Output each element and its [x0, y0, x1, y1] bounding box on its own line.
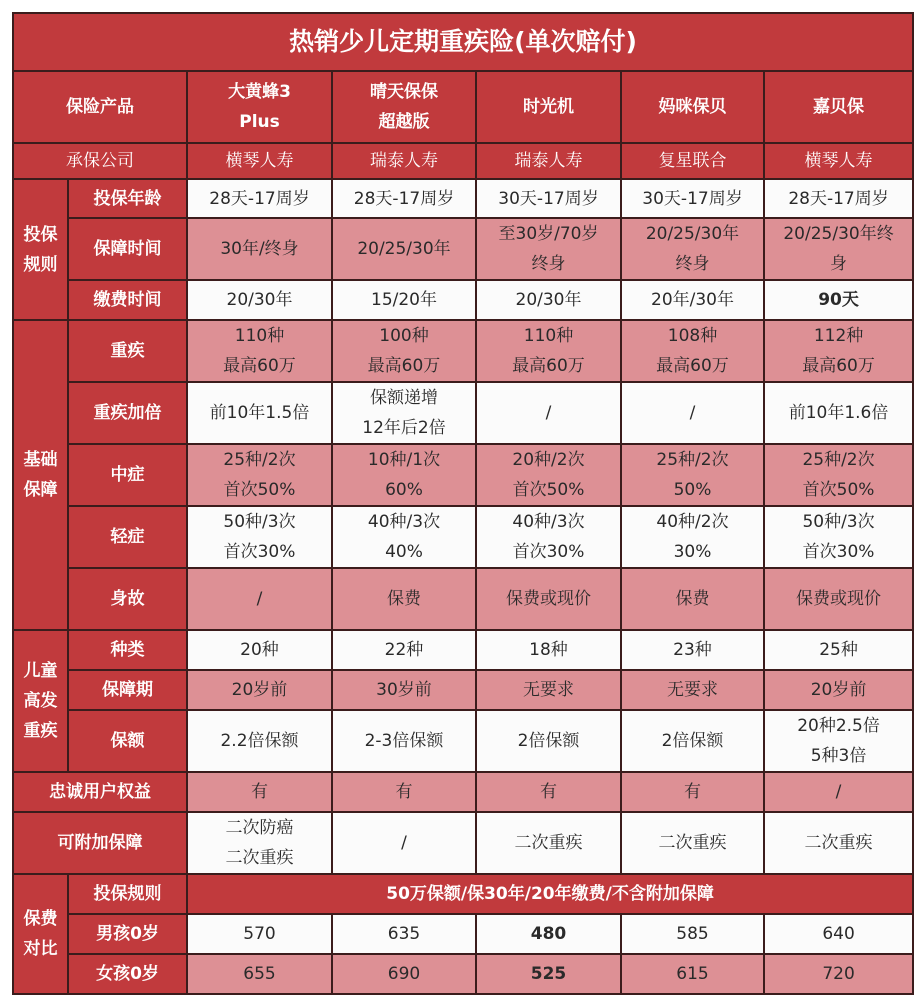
cell-value: 90天	[764, 280, 913, 320]
cell-value: 20/30年	[476, 280, 621, 320]
cell-value: 保额递增 12年后2倍	[332, 382, 476, 444]
row-label: 重疾加倍	[68, 382, 187, 444]
cell-value: 保费或现价	[476, 568, 621, 630]
product-name: 晴天保保 超越版	[332, 71, 476, 143]
cell-value: 30天-17周岁	[621, 179, 764, 218]
cell-value: 10种/1次 60%	[332, 444, 476, 506]
company-label: 承保公司	[13, 143, 187, 179]
cell-value: 18种	[476, 630, 621, 670]
cell-value: 20岁前	[187, 670, 332, 710]
premium-value: 635	[332, 914, 476, 954]
cell-value: 25种/2次 首次50%	[764, 444, 913, 506]
product-name: 妈咪保贝	[621, 71, 764, 143]
row-label: 男孩0岁	[68, 914, 187, 954]
cell-value: 二次重疾	[764, 812, 913, 874]
company-row	[13, 143, 913, 179]
header-label: 保险产品	[13, 71, 187, 143]
premium-value: 570	[187, 914, 332, 954]
cell-value: 有	[621, 772, 764, 812]
group-label-basic: 基础 保障	[13, 320, 68, 630]
cell-value: /	[476, 382, 621, 444]
row-label: 轻症	[68, 506, 187, 568]
company-name: 复星联合	[621, 143, 764, 179]
cell-value: 有	[332, 772, 476, 812]
row-mild	[13, 506, 913, 568]
cell-value: 20年/30年	[621, 280, 764, 320]
cell-value: 30年/终身	[187, 218, 332, 280]
product-name: 时光机	[476, 71, 621, 143]
row-label: 投保年龄	[68, 179, 187, 218]
row-age	[13, 179, 913, 218]
cell-value: 25种/2次 首次50%	[187, 444, 332, 506]
cell-value: 25种	[764, 630, 913, 670]
premium-value: 640	[764, 914, 913, 954]
cell-value: 20/25/30年	[332, 218, 476, 280]
premium-value: 720	[764, 954, 913, 994]
row-loyal	[13, 772, 913, 812]
comparison-table	[12, 12, 914, 995]
cell-value: 二次重疾	[621, 812, 764, 874]
row-label: 种类	[68, 630, 187, 670]
cell-value: 二次防癌 二次重疾	[187, 812, 332, 874]
row-boy	[13, 914, 913, 954]
row-label: 投保规则	[68, 874, 187, 914]
row-death	[13, 568, 913, 630]
cell-value: /	[332, 812, 476, 874]
company-name: 横琴人寿	[187, 143, 332, 179]
header-row	[13, 71, 913, 143]
cell-value: 20岁前	[764, 670, 913, 710]
cell-value: 22种	[332, 630, 476, 670]
title-row	[13, 13, 913, 71]
cell-value: 40种/2次 30%	[621, 506, 764, 568]
cell-value: 无要求	[621, 670, 764, 710]
cell-value: 2-3倍保额	[332, 710, 476, 772]
cell-value: 30岁前	[332, 670, 476, 710]
cell-value: 28天-17周岁	[764, 179, 913, 218]
cell-value: /	[764, 772, 913, 812]
cell-value: 112种 最高60万	[764, 320, 913, 382]
premium-value: 615	[621, 954, 764, 994]
cell-value: 2.2倍保额	[187, 710, 332, 772]
cell-value: 40种/3次 40%	[332, 506, 476, 568]
row-kinds	[13, 630, 913, 670]
row-pay	[13, 280, 913, 320]
cell-value: 108种 最高60万	[621, 320, 764, 382]
premium-value: 690	[332, 954, 476, 994]
row-girl	[13, 954, 913, 994]
row-label: 保额	[68, 710, 187, 772]
cell-value: 前10年1.6倍	[764, 382, 913, 444]
row-label: 忠诚用户权益	[13, 772, 187, 812]
row-label: 可附加保障	[13, 812, 187, 874]
cell-value: 25种/2次 50%	[621, 444, 764, 506]
row-label: 保障期	[68, 670, 187, 710]
cell-value: /	[187, 568, 332, 630]
premium-value: 585	[621, 914, 764, 954]
cell-value: 20/25/30年终 身	[764, 218, 913, 280]
premium-value: 525	[476, 954, 621, 994]
cell-value: 有	[187, 772, 332, 812]
cell-value: 二次重疾	[476, 812, 621, 874]
row-label: 中症	[68, 444, 187, 506]
product-name: 嘉贝保	[764, 71, 913, 143]
cell-value: 保费	[332, 568, 476, 630]
premium-rule-note: 50万保额/保30年/20年缴费/不含附加保障	[187, 874, 913, 914]
row-mid	[13, 444, 913, 506]
row-label: 缴费时间	[68, 280, 187, 320]
cell-value: 至30岁/70岁 终身	[476, 218, 621, 280]
cell-value: 30天-17周岁	[476, 179, 621, 218]
cell-value: 保费	[621, 568, 764, 630]
group-label-child: 儿童 高发 重疾	[13, 630, 68, 772]
premium-value: 655	[187, 954, 332, 994]
company-name: 瑞泰人寿	[332, 143, 476, 179]
row-prem_rule	[13, 874, 913, 914]
cell-value: 23种	[621, 630, 764, 670]
group-label-premium: 保费 对比	[13, 874, 68, 994]
row-addon	[13, 812, 913, 874]
group-label-rules: 投保 规则	[13, 179, 68, 320]
cell-value: 50种/3次 首次30%	[187, 506, 332, 568]
cell-value: 有	[476, 772, 621, 812]
cell-value: 28天-17周岁	[187, 179, 332, 218]
cell-value: 前10年1.5倍	[187, 382, 332, 444]
cell-value: 无要求	[476, 670, 621, 710]
cell-value: 15/20年	[332, 280, 476, 320]
row-amount	[13, 710, 913, 772]
cell-value: 20种/2次 首次50%	[476, 444, 621, 506]
row-label: 女孩0岁	[68, 954, 187, 994]
premium-value: 480	[476, 914, 621, 954]
row-label: 重疾	[68, 320, 187, 382]
cell-value: 50种/3次 首次30%	[764, 506, 913, 568]
cell-value: 2倍保额	[621, 710, 764, 772]
cell-value: 110种 最高60万	[476, 320, 621, 382]
row-ci_double	[13, 382, 913, 444]
row-term	[13, 218, 913, 280]
cell-value: 20/30年	[187, 280, 332, 320]
cell-value: 2倍保额	[476, 710, 621, 772]
product-name: 大黄蜂3 Plus	[187, 71, 332, 143]
cell-value: 40种/3次 首次30%	[476, 506, 621, 568]
company-name: 瑞泰人寿	[476, 143, 621, 179]
cell-value: 保费或现价	[764, 568, 913, 630]
cell-value: 20种2.5倍 5种3倍	[764, 710, 913, 772]
cell-value: 20种	[187, 630, 332, 670]
company-name: 横琴人寿	[764, 143, 913, 179]
table-title: 热销少儿定期重疾险(单次赔付)	[13, 13, 913, 71]
row-ci	[13, 320, 913, 382]
row-label: 身故	[68, 568, 187, 630]
row-period	[13, 670, 913, 710]
cell-value: 20/25/30年 终身	[621, 218, 764, 280]
row-label: 保障时间	[68, 218, 187, 280]
cell-value: /	[621, 382, 764, 444]
cell-value: 28天-17周岁	[332, 179, 476, 218]
cell-value: 100种 最高60万	[332, 320, 476, 382]
cell-value: 110种 最高60万	[187, 320, 332, 382]
